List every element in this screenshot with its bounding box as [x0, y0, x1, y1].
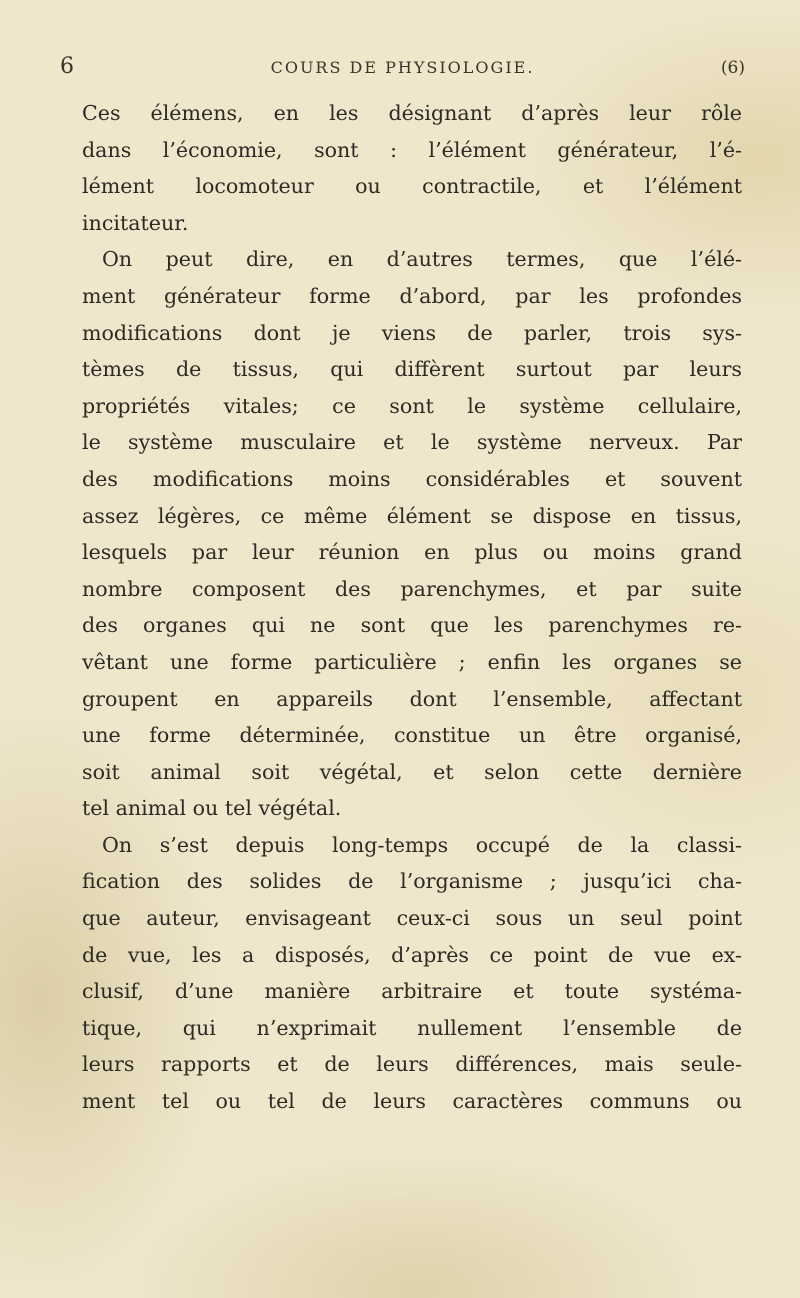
text-line: vêtant une forme particulière ; enfin les organes se: [82, 649, 742, 674]
text-line: soit animal soit végétal, et selon cette dernière: [82, 759, 742, 784]
text-line: dans l’économie, sont : l’élément générateur, l’é-: [82, 137, 742, 162]
text-line: modifications dont je viens de parler, trois sys-: [82, 320, 742, 345]
text-line: fication des solides de l’organisme ; jusqu’ici cha-: [82, 869, 742, 894]
text-line: propriétés vitales; ce sont le système cellulaire,: [82, 393, 742, 418]
text-line: ment générateur forme d’abord, par les profondes: [82, 283, 742, 308]
text-line: que auteur, envisageant ceux-ci sous un seul point: [82, 906, 742, 931]
text-line: assez légères, ce même élément se dispose en tissus,: [82, 503, 742, 528]
text-line: tèmes de tissus, qui diffèrent surtout par leurs: [82, 357, 742, 382]
text-line: On s’est depuis long-temps occupé de la classi-: [102, 832, 742, 857]
running-head: COURS DE PHYSIOLOGIE.: [270, 58, 535, 77]
text-line: des organes qui ne sont que les parenchymes re-: [82, 613, 742, 638]
text-line: lesquels par leur réunion en plus ou moins grand: [82, 540, 742, 565]
text-line: On peut dire, en d’autres termes, que l’élé-: [102, 247, 742, 272]
text-line: incitateur.: [82, 210, 189, 235]
text-line: clusif, d’une manière arbitraire et toute systéma-: [82, 979, 742, 1004]
text-line: groupent en appareils dont l’ensemble, affectant: [82, 686, 742, 711]
text-line: Ces élémens, en les désignant d’après leur rôle: [82, 101, 742, 125]
text-line: tel animal ou tel végétal.: [82, 796, 342, 821]
text-line: tique, qui n’exprimait nullement l’ensemble de: [82, 1015, 742, 1040]
section-mark: (6): [720, 58, 745, 78]
text-line: une forme déterminée, constitue un être organisé,: [82, 723, 742, 748]
text-line: de vue, les a disposés, d’après ce point de vue ex-: [82, 942, 742, 967]
page-number: 6: [60, 54, 74, 79]
text-line: ment tel ou tel de leurs caractères communs ou: [82, 1089, 742, 1114]
text-line: le système musculaire et le système nerveux. Par: [82, 430, 742, 455]
text-line: lément locomoteur ou contractile, et l’élément: [82, 174, 742, 199]
text-line: nombre composent des parenchymes, et par suite: [82, 576, 742, 601]
text-line: leurs rapports et de leurs différences, mais seule-: [82, 1052, 742, 1077]
page-header: [60, 50, 745, 90]
text-line: des modifications moins considérables et souvent: [82, 466, 742, 491]
body-text: [82, 95, 742, 1120]
